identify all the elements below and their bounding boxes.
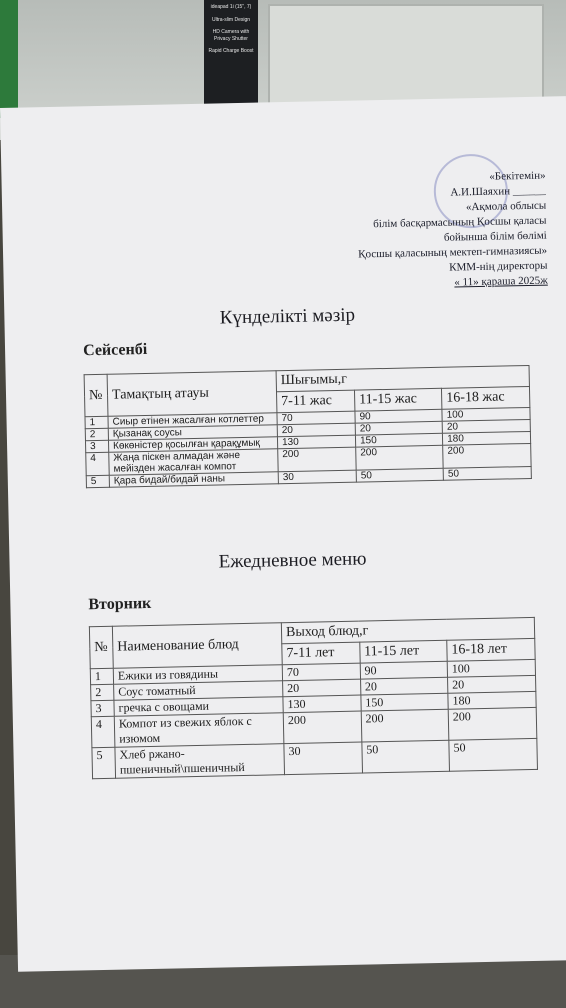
cell: 100	[447, 659, 535, 677]
sticker-line: Rapid Charge Boost	[208, 48, 254, 54]
cell: 200	[361, 709, 449, 742]
green-object	[0, 0, 18, 118]
cell: 200	[443, 443, 531, 468]
cell: 50	[443, 466, 531, 480]
header-age: 16-18 жас	[442, 386, 530, 409]
cell: 70	[282, 663, 360, 681]
approval-line: Қосшы қаласының мектеп-гимназиясы»	[358, 244, 548, 261]
cell: 5	[92, 747, 116, 778]
cell: 50	[449, 738, 538, 771]
cell: 20	[442, 419, 530, 433]
header-name: Тамақтың атауы	[107, 371, 277, 417]
cell: 30	[278, 470, 356, 484]
cell: 20	[448, 675, 536, 693]
cell: 20	[360, 677, 448, 695]
sticker-line: HD Camera with Privacy Shutter	[212, 29, 250, 42]
cell: 200	[448, 707, 537, 740]
cell: Қара бидай/бидай наны	[109, 472, 278, 488]
cell: 30	[284, 742, 362, 775]
cell: 3	[85, 440, 108, 452]
cell: 5	[86, 475, 109, 487]
approval-line: «Бекітемін»	[489, 169, 546, 183]
cell: 20	[283, 679, 361, 697]
cell: 180	[443, 431, 531, 445]
cell: 180	[448, 691, 536, 709]
header-age: 16-18 лет	[447, 638, 535, 661]
sticker-line: Ultra-slim Design	[211, 16, 251, 23]
laptop-sticker	[204, 0, 258, 118]
cell: Қызанақ соусы	[108, 425, 277, 441]
cell: 90	[355, 409, 442, 423]
cell: 150	[355, 433, 442, 447]
cell: Ежики из говядины	[113, 665, 282, 685]
cell: 4	[91, 716, 115, 747]
header-yield: Шығымы,г	[276, 365, 529, 391]
cell: Компот из свежих яблок с изюмом	[114, 713, 284, 748]
cell: 1	[90, 668, 113, 684]
approval-line: «Ақмола облысы	[465, 199, 547, 214]
header-age: 7-11 жас	[277, 390, 355, 413]
cell: 3	[91, 700, 114, 716]
cell: Соус томатный	[114, 681, 283, 701]
cell: 130	[277, 435, 355, 449]
header-num: №	[84, 374, 108, 416]
sticker-line: ideapad 1i (15", 7)	[210, 4, 252, 10]
cell: 50	[362, 740, 450, 773]
cell: 200	[356, 445, 444, 470]
cell: 20	[355, 421, 442, 435]
cell: 90	[360, 661, 448, 679]
header-name: Наименование блюд	[112, 623, 282, 669]
approval-line: А.И.Шаяхин ______	[450, 184, 546, 199]
header-num: №	[89, 626, 113, 668]
cell: гречка с овощами	[114, 697, 283, 717]
approval-block	[245, 169, 547, 295]
approval-line: білім басқармасының Қосшы қаласы	[373, 214, 547, 231]
menu-table-kz	[84, 365, 532, 488]
cell: Көкөністер қосылған қарақұмық	[108, 437, 277, 453]
cell: 50	[356, 468, 443, 482]
cell: 70	[277, 411, 355, 425]
cell: 4	[86, 452, 109, 475]
day-heading-kz: Сейсенбі	[82, 340, 148, 360]
approval-line: бойынша білім бөлімі	[443, 229, 547, 244]
cell: 2	[91, 684, 114, 700]
cell: 100	[442, 407, 530, 421]
approval-date: « 11» қараша 2025ж	[454, 274, 548, 289]
header-age: 7-11 лет	[282, 642, 360, 665]
day-heading-ru: Вторник	[88, 594, 152, 614]
page-title-kz: Күнделікті мәзір	[219, 304, 356, 329]
header-age: 11-15 лет	[359, 640, 447, 663]
menu-table-ru	[89, 617, 538, 779]
header-yield: Выход блюд,г	[281, 617, 534, 643]
cell: 130	[283, 695, 361, 713]
header-age: 11-15 жас	[355, 388, 443, 411]
cell: 150	[361, 693, 449, 711]
cell: 200	[278, 447, 356, 472]
cell: Жаңа піскен алмадан және мейізден жасалған компот	[109, 449, 278, 476]
cell: Сиыр етінен жасалған котлеттер	[108, 413, 277, 429]
menu-sheet	[0, 96, 566, 972]
cell: Хлеб ржано-пшеничный\пшеничный	[115, 744, 285, 779]
cell: 1	[85, 416, 108, 428]
cell: 2	[85, 428, 108, 440]
page-title-ru: Ежедневное меню	[218, 548, 367, 573]
cell: 200	[283, 711, 361, 744]
approval-line: КММ-нің директоры	[449, 259, 548, 274]
cell: 20	[277, 423, 355, 437]
